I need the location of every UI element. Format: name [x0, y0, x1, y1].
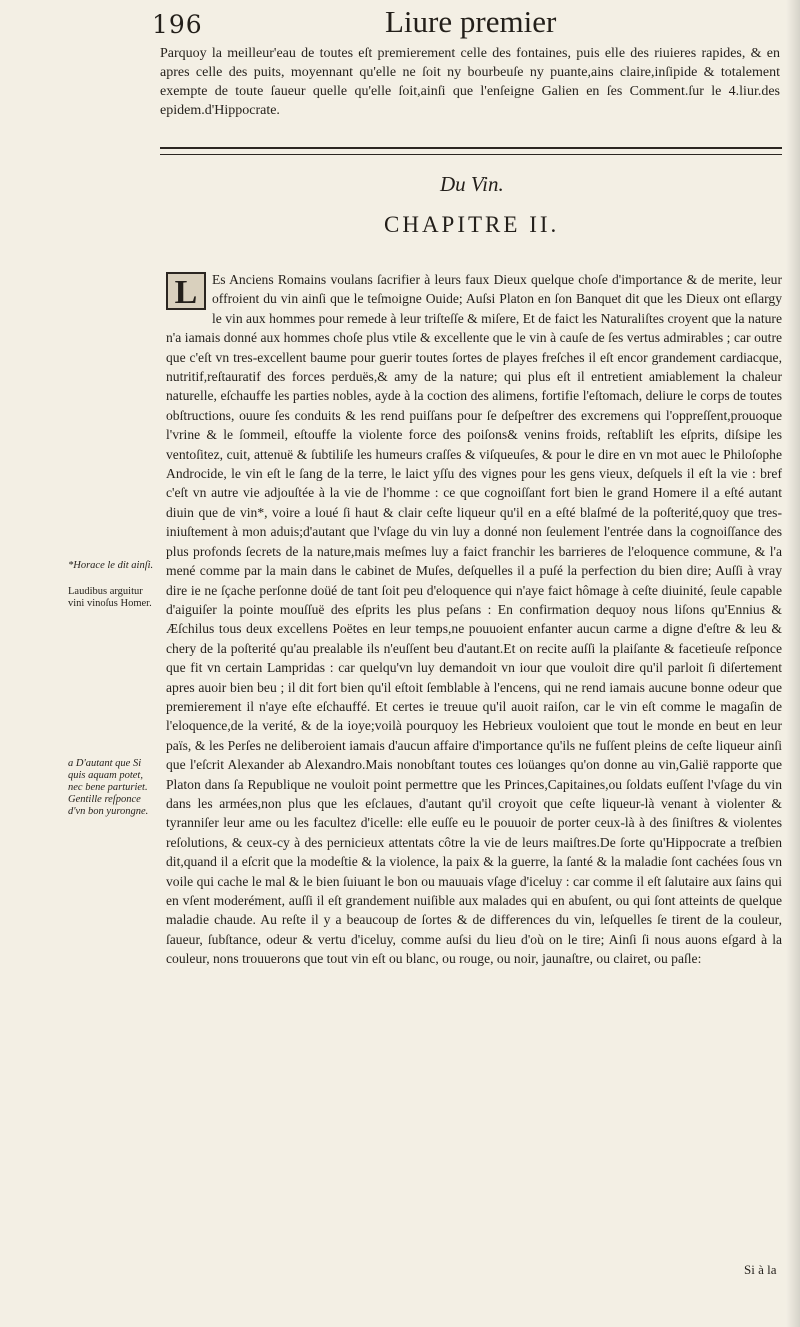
chapter-body-text: Es Anciens Romains voulans ſacrifier à leurs faux Dieux quelque choſe d'importance & de merite, leur offroient du vin ainſi que le teſmoigne Ouide; Auſsi Platon en ſon Banquet dit que les Dieux ont eſlargy le vin aux hommes pour remede à leur triſteſſe & miſere, Et de faict les Naturaliſtes croyent que la nature n'a iamais donné aux hommes choſe plus vtile & excellente que le vin à cauſe de ſes vertus admirables ; car outre que c'eſt vn tres-excellent baume pour guerir toutes ſortes de playes freſches il eſt encor grandement cardiacque, nutritif,reſtauratif des forces perduës,& amy de la nature; qui plus eſt il entretient amiablement la chaleur naturelle, eſchauffe les parties nobles, ayde à la coction des alimens, fortifie l'eſtomach, deliure le corps de toutes obſtructions, ouure ſes conduits & les rend puiſſans pour ſe deſpeſtrer des excremens qui l'oppreſſent,prouoque l'vrine & le ſommeil, eſtouffe la violente force des poiſons& venins froids, reſtabliſt les eſprits, diſsipe les ventoſitez, cuit, attenuë & ſubtiliſe les humeurs craſſes & viſqueuſes, & pour le dire en vn mot auec le Philoſophe Androcide, le vin eſt le ſang de la terre, le laict yſſu des vignes pour les gens vieux, deſquels il eſt la vie : bref c'eſt vn autre vie adjouſtée à la vie de l'homme : ce que cognoiſſant fort bien le grand Homere il a eſté autant diuin que de vin*, voire a loué ſi haut & clair ceſte liqueur qu'il en a eſté blaſmé de la poſterité,quoy que tres-iniuſtement à mon aduis;d'autant que l'vſage du vin luy a donné non ſeulement l'entrée dans la cognoiſſance des plus profonds ſecrets de la nature,mais meſmes luy a faict franchir les barrieres de l'eloquence commune, & l'a mené comme par la main dans le cabinet de Muſes, deſquelles il a puſé la perfection du bien dire; Auſſi à vray dire ie ne ſçache perſonne doüé de tant ſoit peu d'eloquence qui n'aye faict hômage à ceſte diuinité, ſeule capable d'aiguiſer la pointe mouſſuë des eſprits les plus peſans : En confirmation dequoy nous liſons qu'Ennius & Æſchilus tous deux excellens Poëtes en leur temps,ne pouuoient enfanter aucun carme a digne d'eſtre & leu & chery de la poſterité qu'au prealable ils n'euſſent beu d'autant.Et on recite auſſi la plaiſante & facetieuſe reſponce que fit vn certain Lampridas : car quelqu'vn luy demandoit vn iour que vouloit dire qu'il parloit ſi diſertement apres auoir bien beu ; il dit fort bien qu'il eſtoit ſemblable à l'encens, qui ne rend iamais aucune bonne odeur que premierement il n'aye eſte eſchauffé. Et certes ie treuue qu'il auoit raiſon, car le vin eſt comme le magaſin de l'eloquence,de la verité, & de la ioye;voilà pourquoy les Hebrieux vouloient que tout le monde en beut en leur païs, & les Perſes ne deliberoient iamais d'aucun affaire d'importance qu'ils ne fuſſent pleins de ceſte liqueur ainſi que l'eſcrit Alexander ab Alexandro.Mais nonobſtant toutes ces loüanges qu'on donne au vin,Galië rapporte que Platon dans ſa Republique ne vouloit point permettre que les Princes,Capitaines,ou ſoldats euſſent l'vſage du vin dans les armées,non plus que les eſclaues, d'autant qu'il croyoit que ceſte liqueur-là venant à violenter & tyranniſer leur ame ou les facultez d'icelle: elle euſſe eu le pouuoir de porter ceux-là à des ſiniſtres & violentes reſolutions, & ceux-cy à des pernicieux attentats côtre la vie de leurs maiſtres.De ſorte qu'Hippocrate a treſbien dit,quand il a eſcrit que la modeſtie & la violence, la paix & la guerre, la ſanté & la maladie ſont cachées ſous vn voile qui cache le mal & le bien ſuiuant le bon ou mauuais vſage d'iceluy : car comme il eſt ſalutaire aux ſains qui en vſent moderément, auſſi il eſt grandement nuiſible aux malades qui en abuſent, ou qui ſont atteints de quelque maladie chaude. Au reſte il y a beaucoup de ſortes & de differences du vin, leſquelles ſe tirent de la couleur, ſaueur, ſubſtance, odeur & vertu d'iceluy, comme auſsi du lieu d'où on le tire; Ainſi ſi nous auons eſgard à la couleur, nons trouuerons que tout vin eſt ou blanc, ou rouge, ou noir, jaunaſtre, ou clairet, ou paſle:: [166, 272, 782, 967]
intro-paragraph: Parquoy la meilleur'eau de toutes eſt premierement celle des fontaines, puis elle des riuieres rapides, & en apres celle des puits, moyennant qu'elle ne ſoit ny bourbeuſe ny puante,ains claire,inſipide & totalement exempte de toute ſaueur quelle qu'elle ſoit,ainſi que l'enſeigne Galien en ſes Comment.ſur le 4.liur.des epidem.d'Hippocrate.: [160, 46, 780, 118]
chapter-body: [166, 270, 782, 969]
margin-note-laudibus: Laudibus arguitur vini vinoſus Homer.: [68, 586, 152, 609]
margin-note-horace: *Horace le dit ainſi.: [68, 560, 154, 571]
ornamental-rule: [160, 147, 782, 155]
page-number: 196: [152, 10, 203, 39]
chapter-title: CHAPITRE II.: [384, 212, 560, 237]
running-head: Liure premier: [385, 4, 557, 39]
dropcap-initial: L: [166, 272, 206, 310]
section-title: Du Vin.: [440, 172, 504, 196]
page-edge-shadow: [786, 0, 800, 1327]
catchword: Si à la: [744, 1262, 777, 1277]
margin-note-dautant: a D'autant que Si quis aquam potet, nec bene parturiet. Gentille reſponce d'vn bon yurongne.: [68, 758, 149, 817]
